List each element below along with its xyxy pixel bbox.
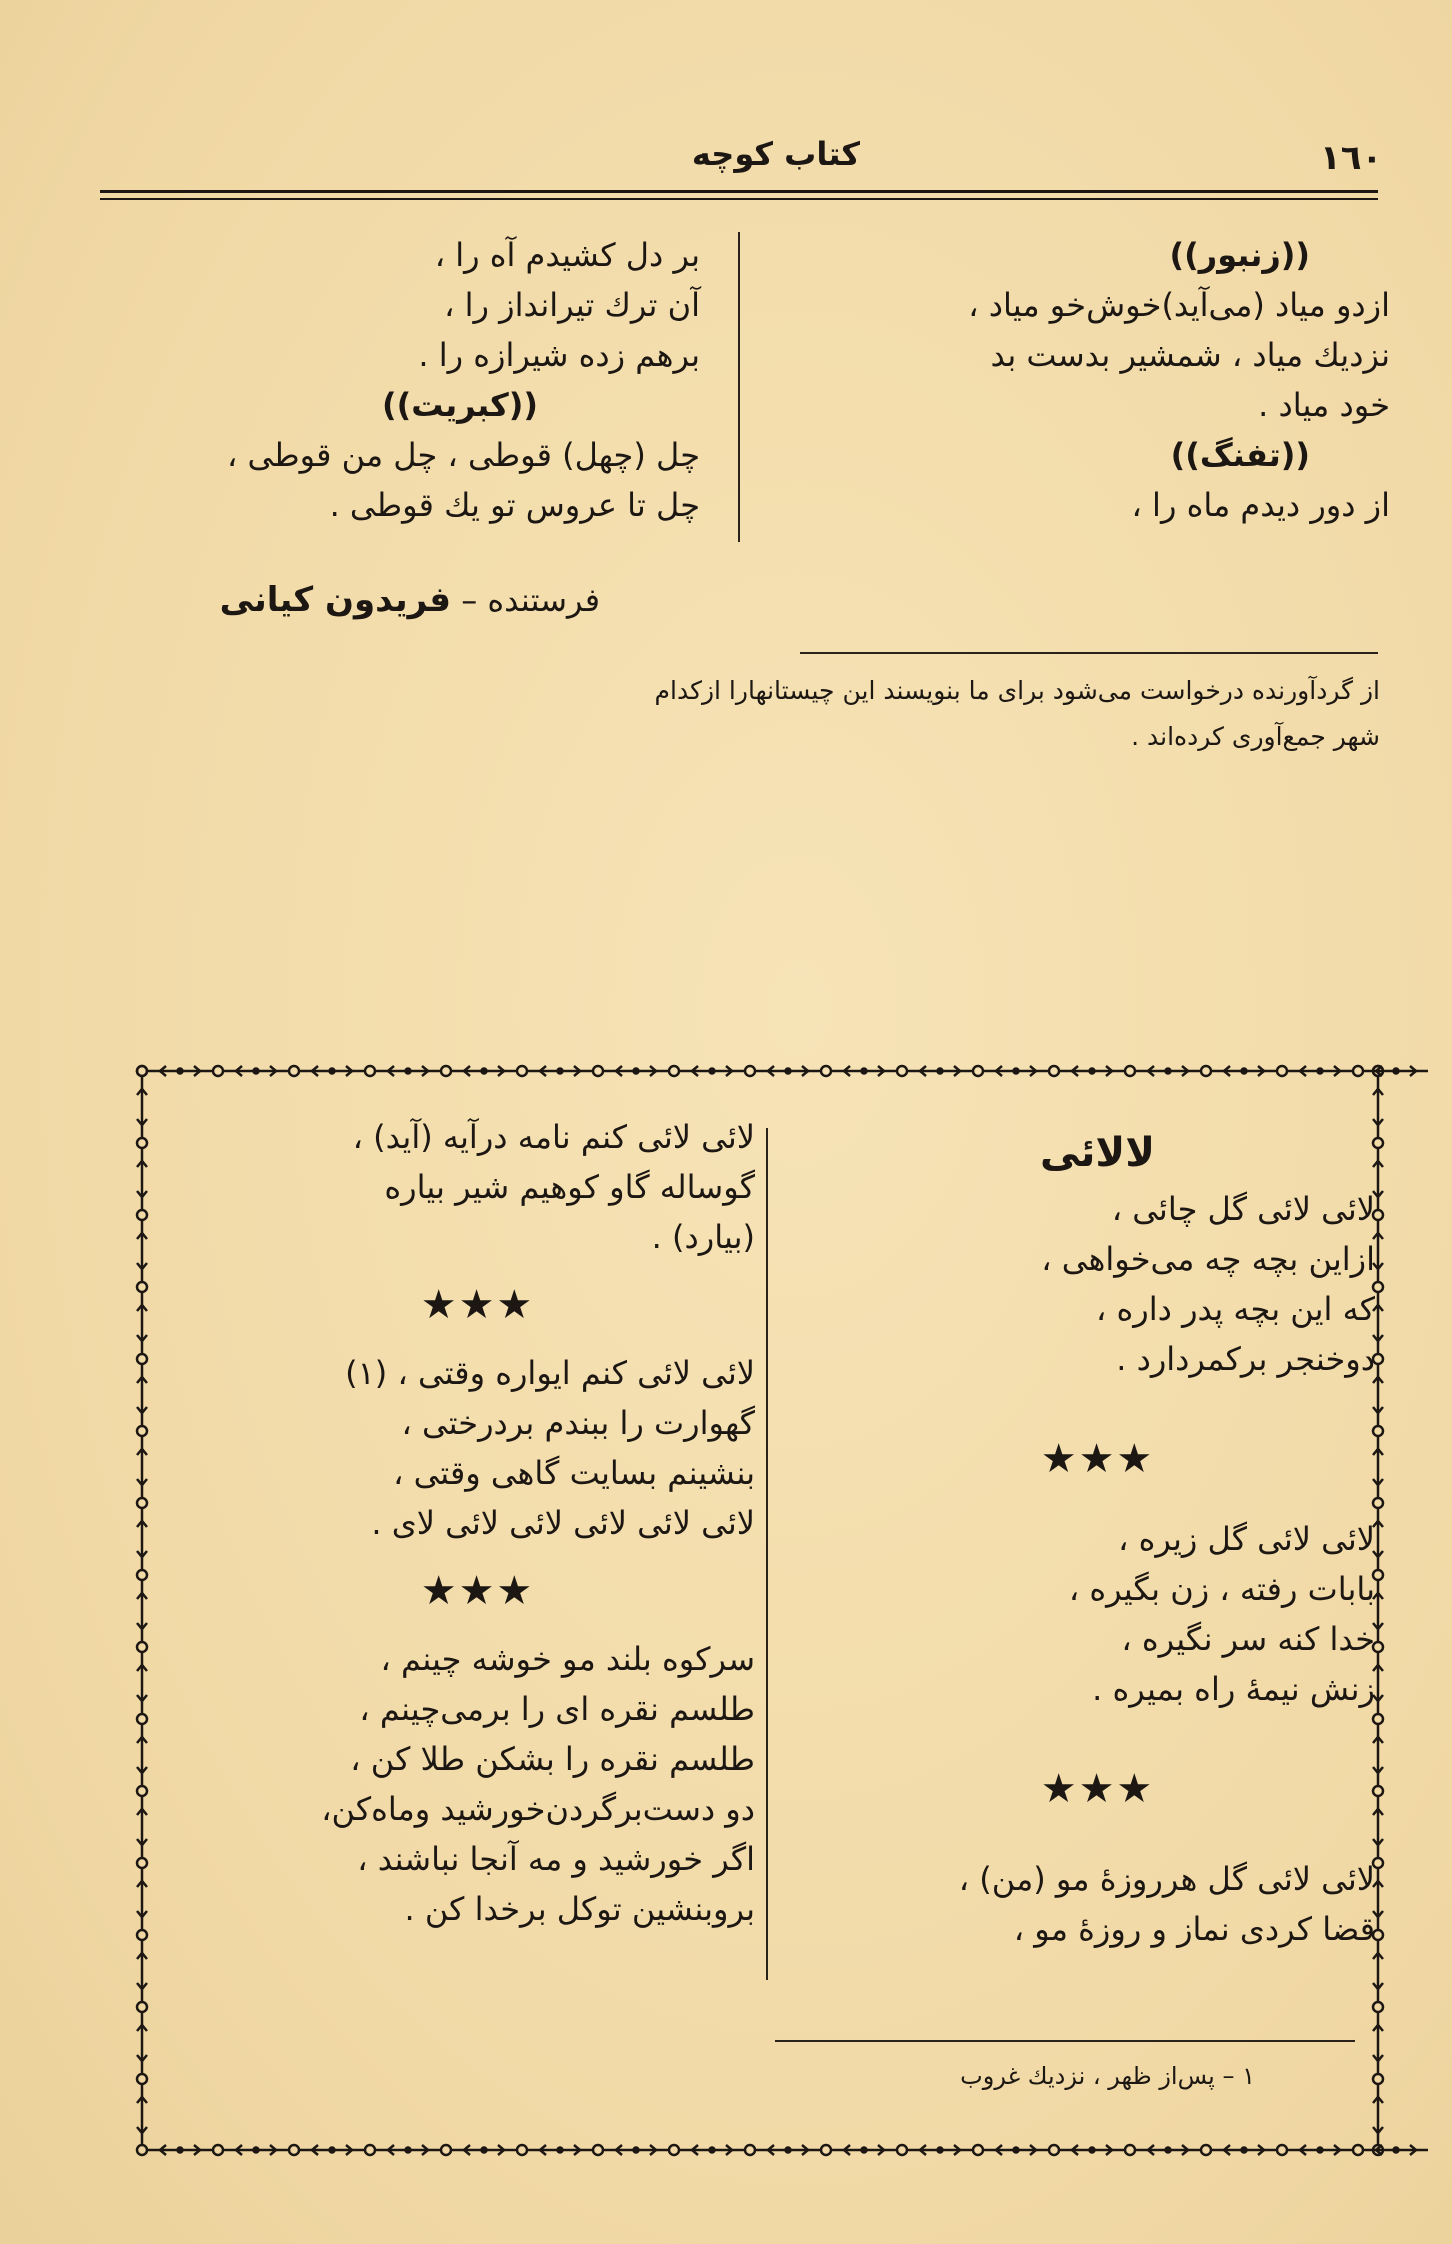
lullaby-line: لائی لائی لائی لائی لائی لای . xyxy=(371,1504,755,1542)
lullaby-line: لائی لائی گل چائی ، xyxy=(1111,1190,1375,1228)
lullaby-line: خدا کنه سر نگیره ، xyxy=(1121,1620,1375,1658)
lullaby-line: بابات رفته ، زن بگیره ، xyxy=(1068,1570,1375,1608)
riddle-line: برهم زده شیرازه را . xyxy=(418,336,700,374)
sender-label: فرستنده – xyxy=(461,581,600,619)
lullaby-line: گهوارت را ببندم بردرختی ، xyxy=(401,1404,755,1442)
riddle-title: ((زنبور)) xyxy=(1169,236,1310,274)
lullaby-line: گوساله گاو کوهیم شیر بیاره xyxy=(384,1168,755,1206)
riddle-title: ((کبریت)) xyxy=(382,386,538,424)
lullaby-stanza xyxy=(820,1854,1375,1954)
lullaby-line: بنشینم بسایت گاهی وقتی ، xyxy=(393,1454,755,1492)
riddle-line: آن ترك تیرانداز را ، xyxy=(444,286,700,324)
lullaby-stanza xyxy=(820,1514,1375,1714)
lullaby-line: لائی لائی کنم ایواره وقتی ، (١) xyxy=(345,1354,755,1392)
riddle-title: ((تفنگ)) xyxy=(1170,436,1310,474)
lullaby-line: دو دست‌برگردن‌خورشید وماه‌کن، xyxy=(321,1790,755,1828)
riddle-line: نزدیك میاد ، شمشیر بدست بد xyxy=(990,336,1390,374)
lullaby-line: دوخنجر برکمردارد . xyxy=(1116,1340,1375,1378)
lullaby-line: لائی لائی کنم نامه درآیه (آید) ، xyxy=(352,1118,755,1156)
riddle-line: بر دل کشیدم آه را ، xyxy=(434,236,700,274)
lullaby-stanza xyxy=(170,1348,755,1548)
lullaby-stanza xyxy=(820,1184,1375,1384)
stars-separator: ★★★ xyxy=(1040,1766,1155,1812)
footnote: ١ – پس‌از ظهر ، نزدیك غروب xyxy=(960,2062,1255,2090)
riddle-line: چل (چهل) قوطی ، چل من قوطی ، xyxy=(226,436,700,474)
riddle-line: ازدو میاد (می‌آید)خوش‌خو میاد ، xyxy=(968,286,1390,324)
lullaby-line: سرکوه بلند مو خوشه چینم ، xyxy=(380,1640,755,1678)
stars-separator: ★★★ xyxy=(420,1568,535,1614)
lullaby-line: لائی لائی گل هرروزهٔ مو (من) ، xyxy=(958,1860,1375,1898)
book-title: کتاب کوچه xyxy=(691,135,860,173)
lullaby-line: که این بچه پدر داره ، xyxy=(1096,1290,1375,1328)
lullaby-line: طلسم نقره ای را برمی‌چینم ، xyxy=(359,1690,755,1728)
riddle-line: از دور دیدم ماه را ، xyxy=(1131,486,1390,524)
lullaby-title: لالائی xyxy=(1039,1130,1155,1176)
note-line: شهر جمع‌آوری کرده‌اند . xyxy=(1131,722,1380,751)
sender-name: فریدون کیانی xyxy=(219,580,452,620)
lullaby-line: قضا کردی نماز و روزهٔ مو ، xyxy=(1013,1910,1375,1948)
lullaby-column-right xyxy=(820,1128,1375,1954)
lullaby-line: لائی لائی گل زیره ، xyxy=(1118,1520,1375,1558)
stars-separator: ★★★ xyxy=(420,1282,535,1328)
stars-separator: ★★★ xyxy=(1040,1436,1155,1482)
lullaby-line: بروبنشین توکل برخدا کن . xyxy=(404,1890,755,1928)
page-number: ١٦٠ xyxy=(1320,138,1383,178)
lullaby-column-divider xyxy=(766,1128,768,1980)
lullaby-line: (بیارد) . xyxy=(651,1218,755,1256)
note-line: از گردآورنده درخواست می‌شود برای ما بنویسند این چیستانهارا ازکدام xyxy=(654,676,1380,705)
riddle-line: خود میاد . xyxy=(1258,386,1390,424)
lullaby-stanza xyxy=(170,1112,755,1262)
footnote-rule xyxy=(775,2040,1355,2042)
lullaby-line: زنش نیمهٔ راه بمیره . xyxy=(1092,1670,1375,1708)
lullaby-line: ازاین بچه چه می‌خواهی ، xyxy=(1041,1240,1375,1278)
lullaby-line: طلسم نقره را بشکن طلا کن ، xyxy=(350,1740,755,1778)
lullaby-line: اگر خورشید و مه آنجا نباشند ، xyxy=(357,1840,755,1878)
riddle-line: چل تا عروس تو یك قوطی . xyxy=(329,486,700,524)
lullaby-column-left xyxy=(170,1112,755,1934)
lullaby-stanza xyxy=(170,1634,755,1934)
